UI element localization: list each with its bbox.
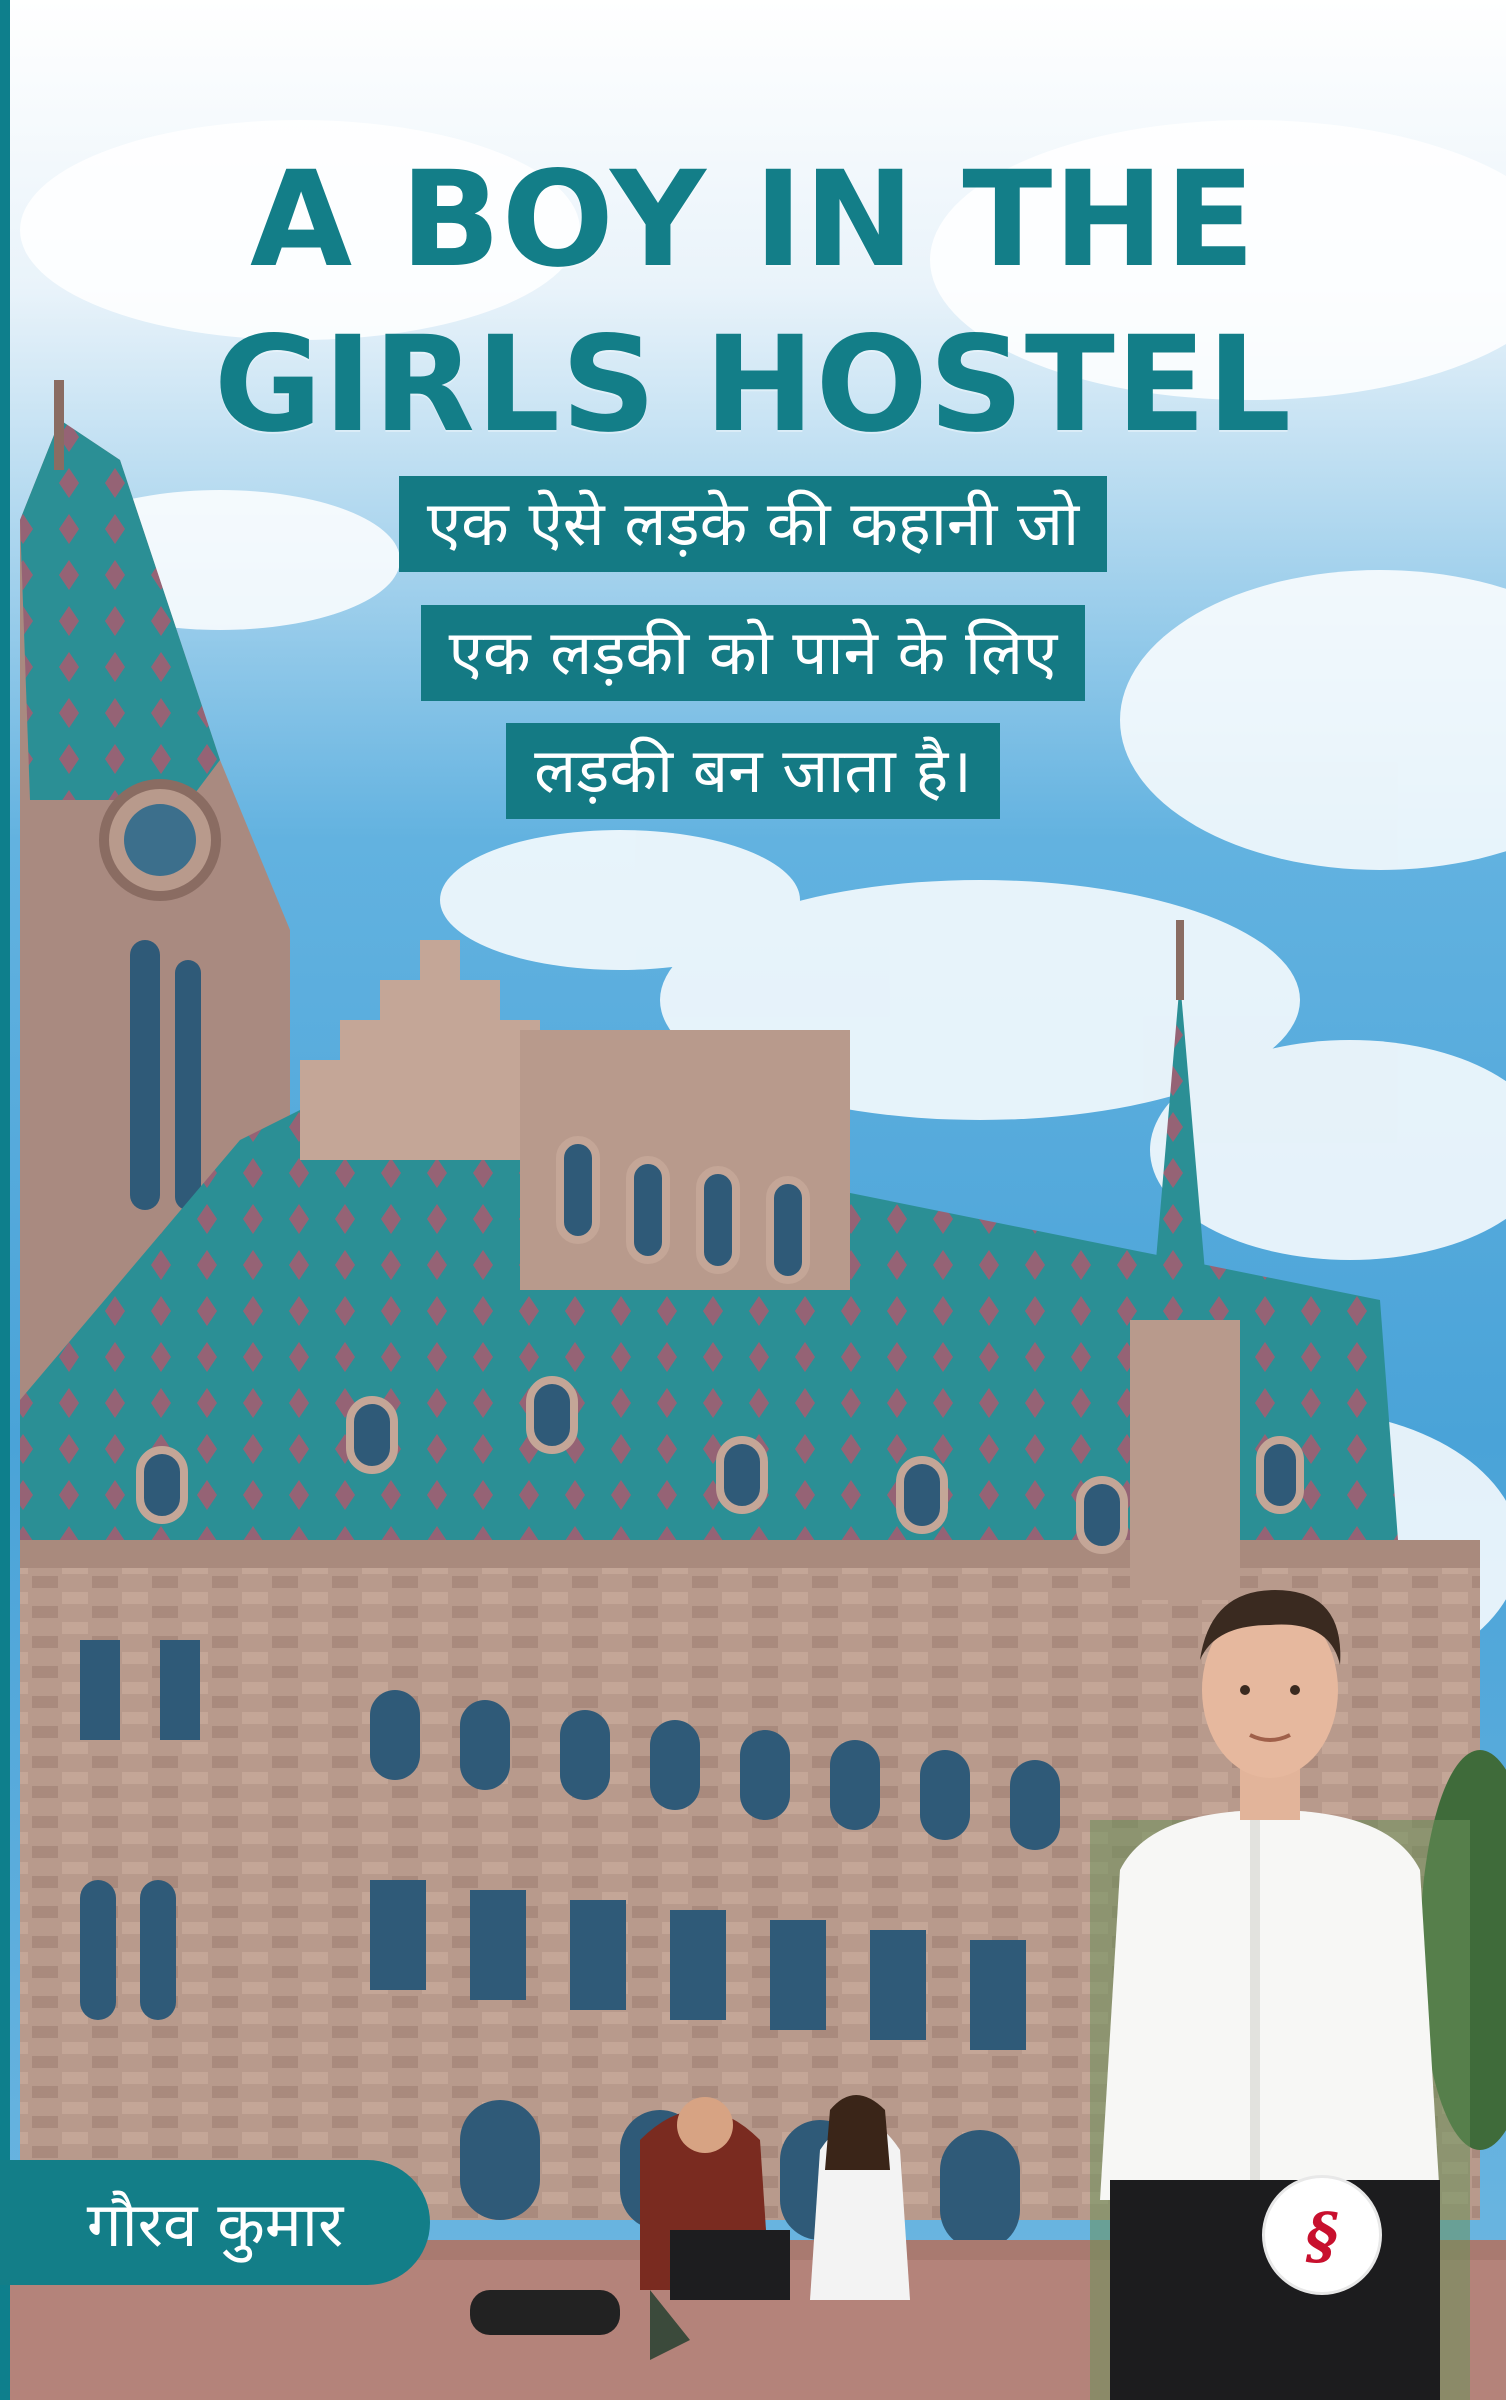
publisher-logo-icon — [1262, 2175, 1382, 2295]
author-badge — [0, 2160, 430, 2285]
tagline-line-2-row — [0, 605, 1506, 701]
author-name: गौरव कुमार — [86, 2187, 344, 2261]
tagline-line-3-row — [0, 723, 1506, 819]
logo-mark: § — [1305, 2198, 1339, 2272]
title-line-1: A BOY IN THE — [250, 143, 1256, 297]
title-line-2: GIRLS HOSTEL — [213, 308, 1293, 462]
tagline-line-2: एक लड़की को पाने के लिए — [421, 605, 1086, 701]
tagline-line-3: लड़की बन जाता है। — [506, 723, 1000, 819]
tagline-line-1: एक ऐसे लड़के की कहानी जो — [399, 476, 1107, 572]
tagline-line-1-row — [0, 476, 1506, 572]
